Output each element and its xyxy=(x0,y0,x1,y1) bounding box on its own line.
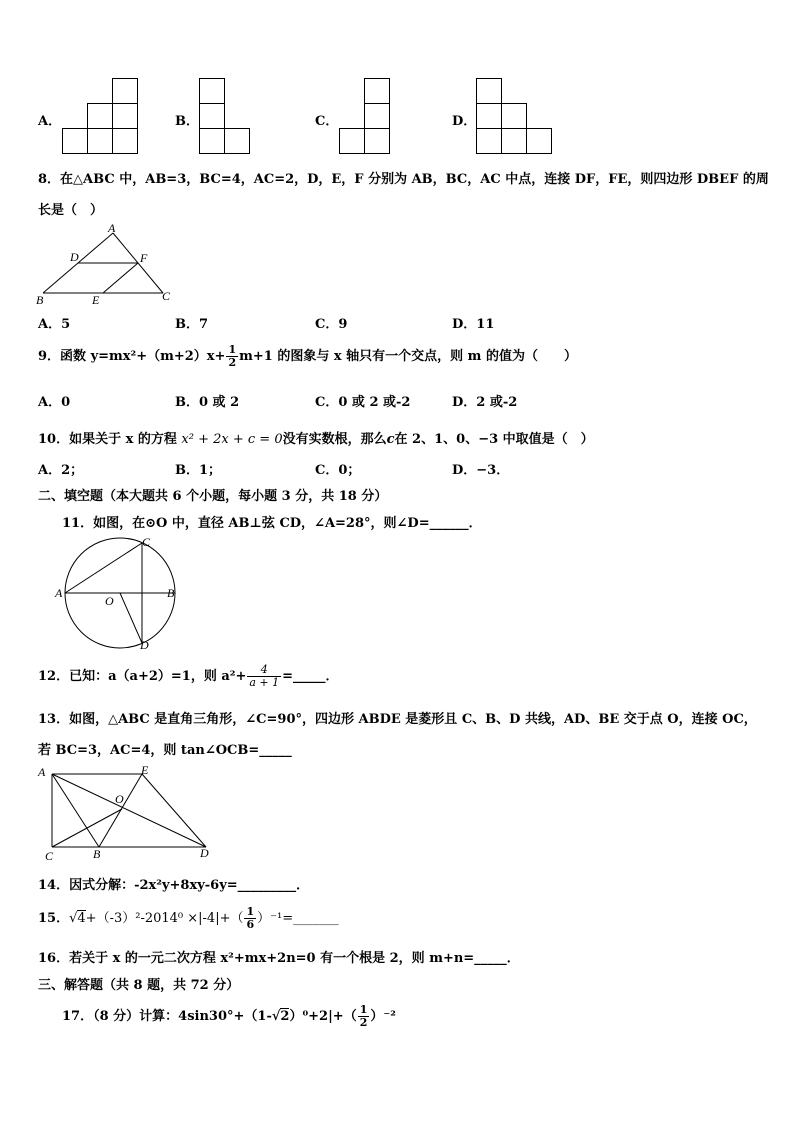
q9-option-a: A．0 xyxy=(38,395,71,410)
q10-stem-post: 在 2、1、0、−3 中取值是（ ） xyxy=(394,432,594,447)
q8-label-f: F xyxy=(140,251,148,265)
q15-frac-num: 1 xyxy=(246,905,255,918)
q15-stem xyxy=(38,906,339,931)
q14-stem: 14．因式分解：-2x²y+8xy-6y=_________． xyxy=(38,878,310,893)
q8-label-c: C xyxy=(162,289,171,303)
q8-label-a: A xyxy=(108,221,116,235)
section-2-heading: 二、填空题（本大题共 6 个小题，每小题 3 分，共 18 分） xyxy=(38,489,388,504)
q11-label-a: A xyxy=(55,586,63,600)
q12-stem xyxy=(38,664,339,689)
q17-frac-den: 2 xyxy=(359,1016,368,1029)
q13-label-c: C xyxy=(45,849,54,862)
q7-option-c-figure xyxy=(339,78,391,154)
q16-stem: 16．若关于 x 的一元二次方程 x²+mx+2n=0 有一个根是 2，则 m+n=_____． xyxy=(38,951,520,966)
q17-stem-mid: ）⁰+2|+（ xyxy=(289,1009,357,1024)
q11-label-o: O xyxy=(105,594,114,608)
q15-fraction xyxy=(244,906,256,931)
q13-label-o: O xyxy=(115,792,124,806)
q9-stem-pre: 9．函数 y=mx²+（m+2）x+ xyxy=(38,349,226,364)
q9-option-c: C．0 或 2 或-2 xyxy=(315,395,411,410)
q10-option-c: C．0； xyxy=(315,463,361,478)
q10-equation: x² + 2x + c = 0 xyxy=(181,432,283,447)
q10-stem-pre: 10．如果关于 x 的方程 xyxy=(38,432,182,447)
q9-frac-num: 1 xyxy=(228,343,237,356)
q12-stem-post: =_____． xyxy=(282,669,339,684)
q13-rhombus-figure xyxy=(34,762,216,862)
section-3-heading: 三、解答题（共 8 题，共 72 分） xyxy=(38,978,240,993)
q10-option-d: D．−3． xyxy=(452,463,510,478)
q13-stem: 13．如图，△ABC 是直角三角形，∠C=90°，四边形 ABDE 是菱形且 C、B、D 共线，AD、BE 交于点 O，连接 OC， xyxy=(38,712,757,727)
q10-option-a: A．2； xyxy=(38,463,84,478)
q11-stem: 11．如图，在⊙O 中，直径 AB⊥弦 CD，∠A=28°，则∠D=______． xyxy=(62,516,482,531)
q8-label-b: B xyxy=(36,293,44,306)
q12-frac-den: a + 1 xyxy=(249,676,280,689)
q17-sqrt-radicand: 2 xyxy=(280,1009,290,1024)
q11-label-c: C xyxy=(142,535,151,549)
q7-option-c-label: C． xyxy=(315,114,339,129)
q10-var-c: c xyxy=(386,432,395,447)
q13-stem-cont: 若 BC=3，AC=4，则 tan∠OCB=_____ xyxy=(38,743,292,758)
q8-option-a: A．5 xyxy=(38,317,71,332)
q13-label-e: E xyxy=(141,763,149,777)
q8-label-d: D xyxy=(70,250,79,264)
q7-option-a-figure xyxy=(62,78,140,154)
q17-stem-pre: 17．（8 分）计算：4sin30°+（1- xyxy=(62,1009,272,1024)
q9-frac-den: 2 xyxy=(228,356,237,369)
q15-stem-pre: 15． xyxy=(38,911,70,926)
q15-sqrt-radicand: 4 xyxy=(77,911,86,926)
q12-frac-num: 4 xyxy=(247,664,281,677)
q10-option-b: B．1； xyxy=(175,463,222,478)
q17-stem xyxy=(62,1004,396,1029)
q8-stem-cont: 长是（ ） xyxy=(38,203,104,218)
q8-option-d: D．11 xyxy=(452,317,495,332)
q11-label-d: D xyxy=(140,638,149,652)
q8-stem: 8．在△ABC 中，AB=3，BC=4，AC=2，D，E，F 分别为 AB，BC，AC 中点，连接 DF，FE，则四边形 DBEF 的周 xyxy=(38,172,769,187)
q17-frac-num: 1 xyxy=(359,1003,368,1016)
q10-stem-mid: 没有实数根，那么 xyxy=(282,432,387,447)
q13-label-a: A xyxy=(38,765,46,779)
q8-label-e: E xyxy=(92,293,100,306)
q8-option-b: B．7 xyxy=(175,317,209,332)
q11-circle-figure xyxy=(54,535,184,655)
q7-option-b-label: B． xyxy=(175,114,199,129)
q7-option-a-label: A． xyxy=(38,114,62,129)
q7-option-d-figure xyxy=(476,78,554,154)
q10-stem xyxy=(38,428,594,447)
q9-option-b: B．0 或 2 xyxy=(175,395,240,410)
q15-stem-mid: +（-3）²-2014⁰ ×|-4|+（ xyxy=(85,911,244,926)
q9-option-d: D．2 或-2 xyxy=(452,395,518,410)
q15-stem-post: ）⁻¹=_______ xyxy=(257,911,339,926)
q7-option-d-label: D． xyxy=(452,114,477,129)
q7-option-b-figure xyxy=(199,78,251,154)
q8-triangle-figure xyxy=(34,220,184,306)
q17-stem-post: ）⁻² xyxy=(370,1009,396,1024)
q15-frac-den: 6 xyxy=(246,918,255,931)
q17-fraction xyxy=(358,1004,370,1029)
q12-stem-pre: 12．已知：a（a+2）=1，则 a²+ xyxy=(38,669,247,684)
q8-option-c: C．9 xyxy=(315,317,348,332)
q13-label-b: B xyxy=(93,847,101,861)
q9-stem xyxy=(38,344,577,369)
q17-sqrt: √2 xyxy=(271,1009,290,1024)
q13-label-d: D xyxy=(200,846,209,860)
q12-fraction xyxy=(247,664,281,689)
q11-label-b: B xyxy=(167,586,175,600)
q15-sqrt: √4 xyxy=(69,911,86,926)
q9-stem-post: m+1 的图象与 x 轴只有一个交点，则 m 的值为（ ） xyxy=(239,349,577,364)
q9-fraction xyxy=(226,344,238,369)
